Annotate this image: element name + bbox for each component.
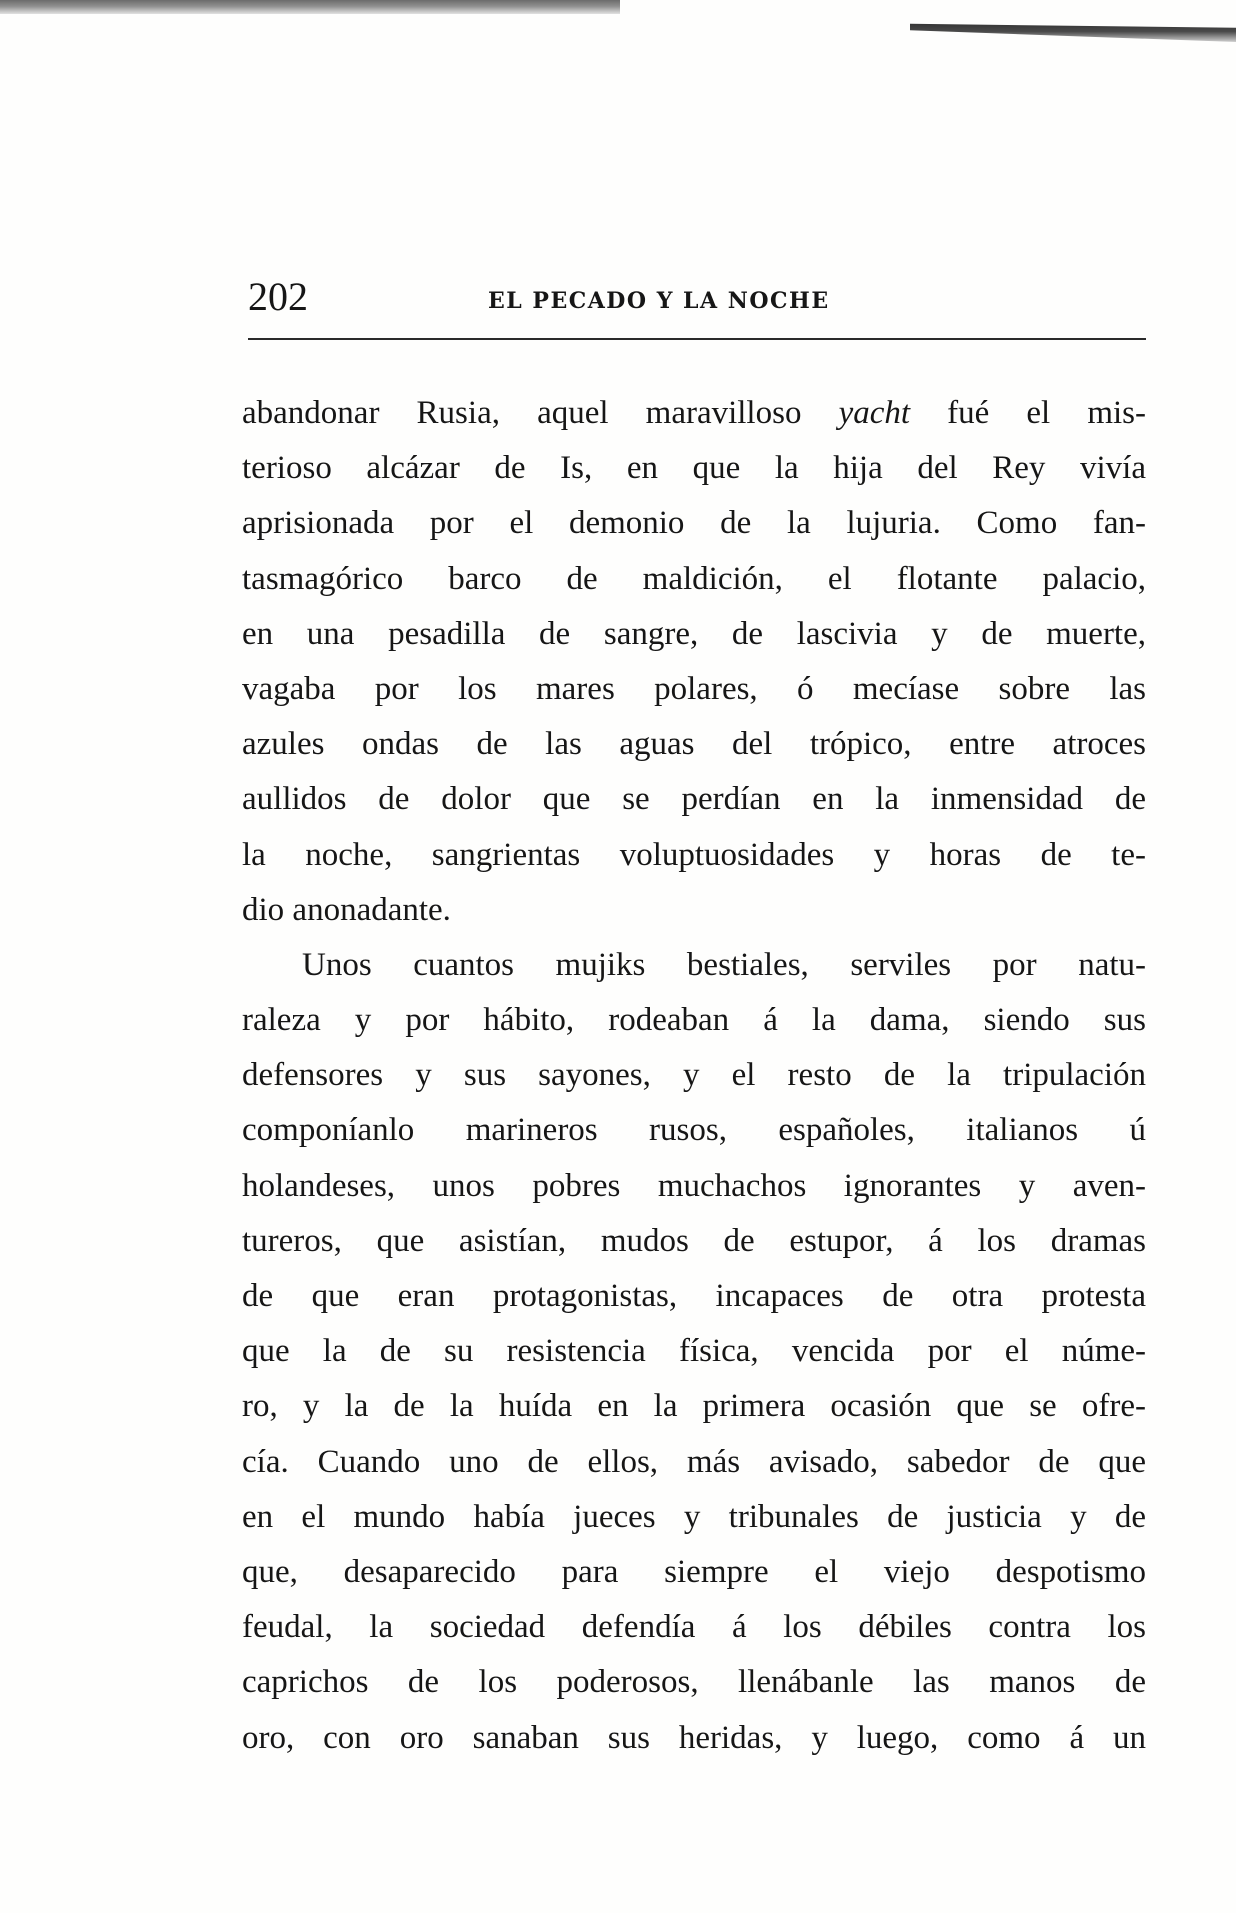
text-line: raleza y por hábito, rodeaban á la dama, siendo sus — [242, 1002, 1146, 1039]
text-line: la noche, sangrientas voluptuosidades y horas de te- — [242, 836, 1146, 873]
running-title: EL PECADO Y LA NOCHE — [488, 288, 830, 314]
text-segment: abandonar Rusia, aquel maravilloso — [242, 395, 839, 431]
italic-word: yacht — [838, 395, 911, 431]
text-line: Unos cuantos mujiks bestiales, serviles por natu- — [302, 946, 1146, 983]
text-line: en una pesadilla de sangre, de lascivia y de muerte, — [242, 615, 1146, 652]
text-line: holandeses, unos pobres muchachos ignorantes y aven- — [242, 1167, 1146, 1204]
text-line: vagaba por los mares polares, ó mecíase sobre las — [242, 670, 1146, 707]
text-line: de que eran protagonistas, incapaces de otra protesta — [242, 1278, 1146, 1314]
text-line — [242, 386, 1146, 441]
text-line: componíanlo marineros rusos, españoles, italianos ú — [242, 1112, 1146, 1149]
text-line: en el mundo había jueces y tribunales de justicia y de — [242, 1498, 1146, 1535]
scan-edge-mark — [0, 0, 620, 14]
scan-edge-mark — [910, 16, 1236, 42]
text-line: tureros, que asistían, mudos de estupor, á los dramas — [242, 1222, 1146, 1259]
text-line: tasmagórico barco de maldición, el flotante palacio, — [242, 560, 1146, 597]
text-line: terioso alcázar de Is, en que la hija del Rey vivía — [242, 450, 1146, 487]
page-number: 202 — [248, 274, 308, 319]
text-segment: fué el mis- — [910, 395, 1146, 431]
text-line: que la de su resistencia física, vencida por el núme- — [242, 1333, 1146, 1370]
text-line: azules ondas de las aguas del trópico, entre atroces — [242, 726, 1146, 763]
text-line: feudal, la sociedad defendía á los débiles contra los — [242, 1609, 1146, 1646]
text-line: que, desaparecido para siempre el viejo despotismo — [242, 1553, 1146, 1590]
text-line: ro, y la de la huída en la primera ocasión que se ofre- — [242, 1388, 1146, 1425]
body-text — [242, 386, 1146, 1766]
header-rule — [248, 338, 1146, 340]
text-line: oro, con oro sanaban sus heridas, y luego, como á un — [242, 1719, 1146, 1756]
text-line: cía. Cuando uno de ellos, más avisado, sabedor de que — [242, 1443, 1146, 1480]
text-line: defensores y sus sayones, y el resto de la tripulación — [242, 1057, 1146, 1094]
text-line: aullidos de dolor que se perdían en la inmensidad de — [242, 781, 1146, 818]
text-line: dio anonadante. — [242, 891, 451, 928]
text-line: aprisionada por el demonio de la lujuria. Como fan- — [242, 505, 1146, 542]
text-line: caprichos de los poderosos, llenábanle las manos de — [242, 1664, 1146, 1701]
page-header — [248, 270, 1146, 324]
